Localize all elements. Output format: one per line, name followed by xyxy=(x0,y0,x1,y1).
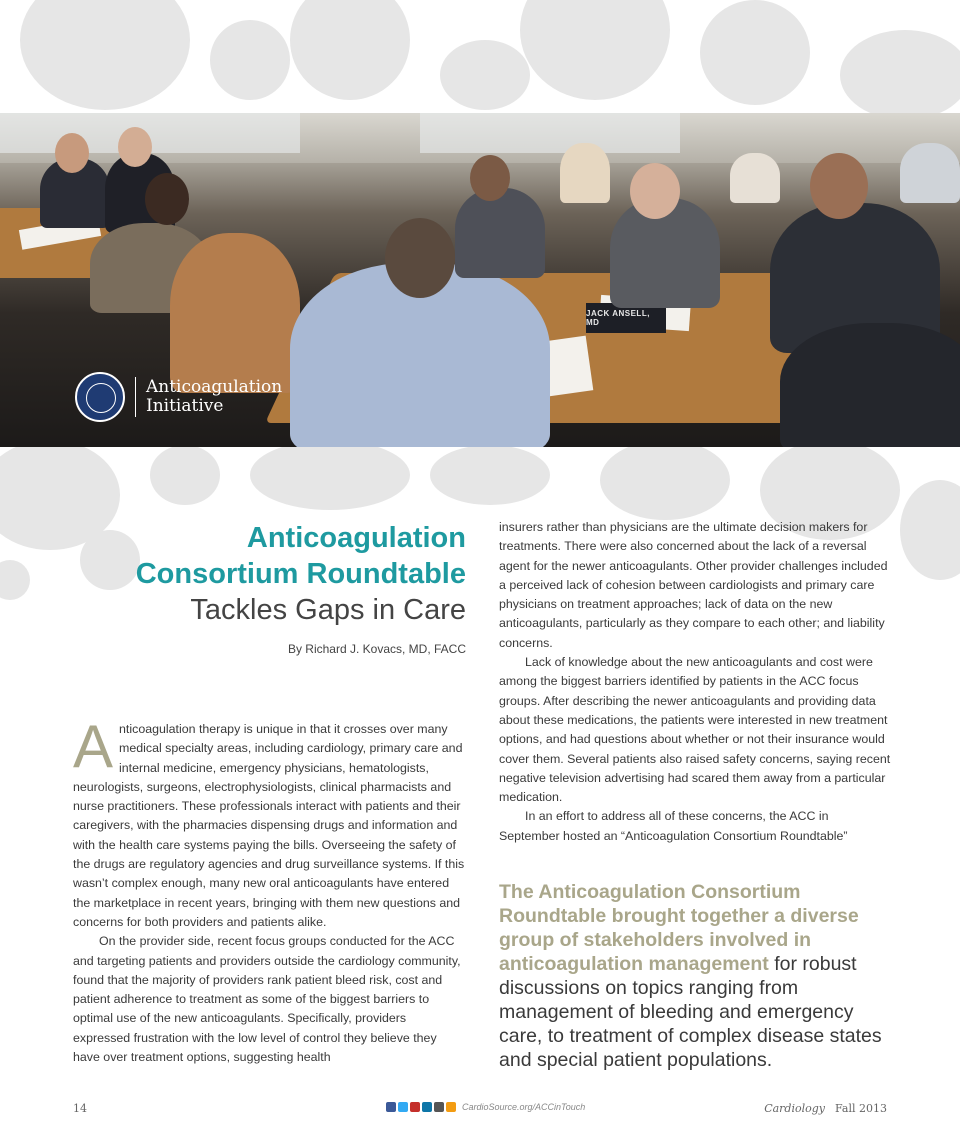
acc-seal-icon xyxy=(75,372,125,422)
decorative-blob xyxy=(210,20,290,100)
decorative-blob xyxy=(290,0,410,100)
title-line-2: Consortium Roundtable xyxy=(135,558,466,590)
decorative-blob xyxy=(900,480,960,580)
decorative-blob xyxy=(440,40,530,110)
decorative-blob xyxy=(600,440,730,520)
body-column-left xyxy=(73,713,465,1067)
photo-person-head xyxy=(118,127,152,167)
decorative-blob xyxy=(20,0,190,110)
drop-cap: A xyxy=(73,713,114,780)
article-subtitle: Tackles Gaps in Care xyxy=(190,594,466,626)
footer-url[interactable]: CardioSource.org/ACCinTouch xyxy=(462,1102,586,1112)
googleplus-icon[interactable] xyxy=(434,1102,444,1112)
decorative-blob xyxy=(150,445,220,505)
issue-info xyxy=(764,1102,887,1115)
photo-person-head xyxy=(630,163,680,219)
byline: By Richard J. Kovacs, MD, FACC xyxy=(287,642,466,656)
photo-person-head xyxy=(55,133,89,173)
photo-person xyxy=(900,143,960,203)
decorative-blob xyxy=(700,0,810,105)
photo-person-head xyxy=(385,218,455,298)
paragraph: Lack of knowledge about the new anticoagulants and cost were among the biggest barriers identified by patients in the ACC focus groups. After describing the newer anticoagulants and providing data about these medications, the patients were interested in new treatment options, and had questions about whether or not their insurance would cover them. Several patients also raised safety concerns, saying recent negative television advertising had scared them away from a particular medication. xyxy=(499,655,891,805)
photo-person xyxy=(560,143,610,203)
photo-person-head xyxy=(145,173,189,225)
facebook-icon[interactable] xyxy=(386,1102,396,1112)
body-column-right xyxy=(499,518,891,846)
decorative-blob xyxy=(80,530,140,590)
decorative-blob xyxy=(0,560,30,600)
photo-nameplate: JACK ANSELL, MD xyxy=(586,303,666,333)
pull-quote xyxy=(499,880,899,1072)
logo-divider xyxy=(135,377,136,417)
pull-quote-highlight: The Anticoagulation Consortium Roundtable brought together a diverse group of stakeholders involved in anticoagulation management xyxy=(499,881,859,975)
photo-person-head xyxy=(470,155,510,201)
photo-person xyxy=(780,323,960,447)
magazine-name: Cardiology xyxy=(764,1102,826,1115)
youtube-icon[interactable] xyxy=(410,1102,420,1112)
rss-icon[interactable] xyxy=(446,1102,456,1112)
paragraph: In an effort to address all of these concerns, the ACC in September hosted an “Anticoagulation Consortium Roundtable” xyxy=(499,809,848,843)
hero-photo xyxy=(0,113,960,447)
paragraph xyxy=(73,713,465,932)
paragraph: insurers rather than physicians are the ultimate decision makers for treatments. There were also concerned about the lack of a reversal agent for the newer anticoagulants. Other provider challenges included a perceived lack of cohesion between cardiologists and primary care physicians on treatment approaches; lack of data on the new anticoagulants, particularly as they compare to each other; and liability concerns. xyxy=(499,520,888,650)
paragraph: On the provider side, recent focus groups conducted for the ACC and targeting patients and providers outside the cardiology community, found that the majority of providers rank patient bleed risk, cost and patient adherence to treatment as some of the biggest barriers to optimal use of the new anticoagulants. Specifically, providers expressed frustration with the low level of control they believe they have over treatment options, suggesting health xyxy=(73,934,461,1065)
photo-window xyxy=(420,113,680,153)
social-links xyxy=(386,1102,585,1112)
decorative-blob xyxy=(250,440,410,510)
title-line-1: Anticoagulation xyxy=(246,522,466,554)
decorative-blob xyxy=(430,445,550,505)
decorative-blob xyxy=(520,0,670,100)
acc-logo xyxy=(75,372,282,422)
issue-date: Fall 2013 xyxy=(835,1102,887,1115)
logo-text xyxy=(146,378,282,416)
photo-person-head xyxy=(810,153,868,219)
pull-quote-text: for robust discussions on topics ranging from management of bleeding and emergency care, to treatment of complex disease states and special patient populations. xyxy=(499,953,882,1071)
paragraph-text: nticoagulation therapy is unique in that it crosses over many medical specialty areas, including cardiology, primary care and internal medicine, emergency physicians, hematologists, neurologists, surgeons, electrophysiologists, clinical pharmacists and nurse practitioners. These professionals interact with patients and their caregivers, with the pharmacies dispensing drugs and information and with the health care systems paying the bills. Overseeing the safety of the drugs are regulatory agencies and drug surveillance systems. If this wasn’t complex enough, many new oral anticoagulants have entered the marketplace in recent years, bringing with them new questions and concerns for both providers and patients alike. xyxy=(73,722,465,929)
twitter-icon[interactable] xyxy=(398,1102,408,1112)
logo-line-1: Anticoagulation xyxy=(146,377,283,397)
photo-person xyxy=(455,188,545,278)
photo-person xyxy=(730,153,780,203)
photo-person xyxy=(170,233,300,393)
article-title xyxy=(136,520,466,592)
decorative-blob xyxy=(840,30,960,120)
page-number: 14 xyxy=(73,1102,87,1115)
logo-line-2: Initiative xyxy=(146,396,224,416)
linkedin-icon[interactable] xyxy=(422,1102,432,1112)
